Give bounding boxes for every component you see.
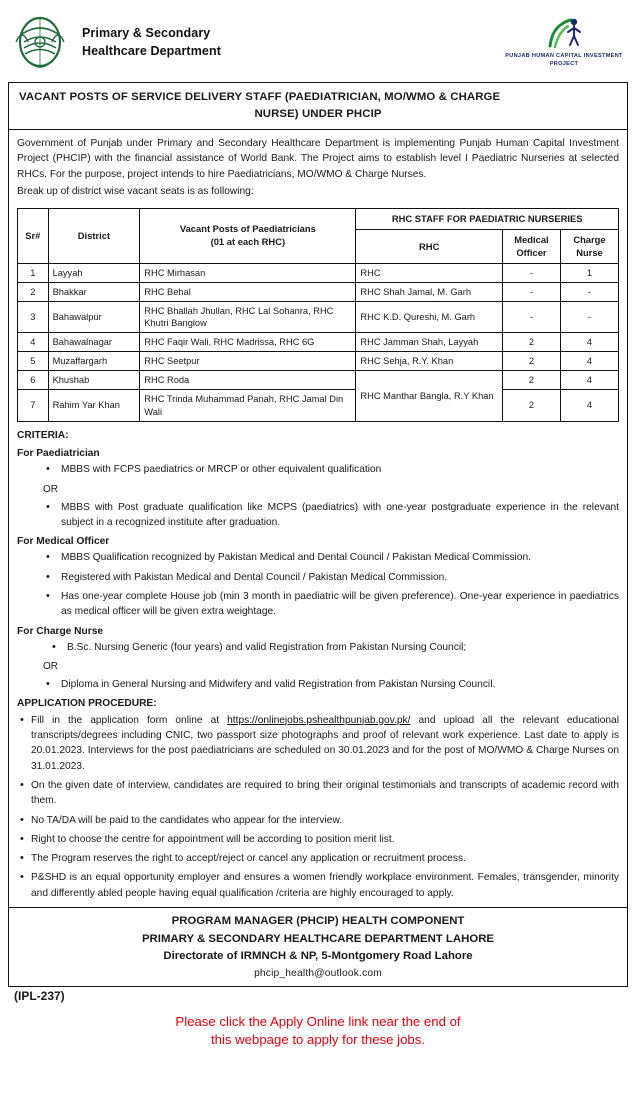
apply-text-before-link: Fill in the application form online at: [31, 714, 228, 726]
criteria-paediatrician-heading: For Paediatrician: [17, 447, 100, 459]
application-procedure-list: [17, 713, 619, 901]
cell-medical-officer: 2: [502, 371, 560, 390]
phcip-human-figure-icon: [544, 16, 584, 50]
footer-email: phcip_health@outlook.com: [254, 968, 382, 980]
online-application-link[interactable]: https://onlinejobs.pshealthpunjab.gov.pk/: [227, 714, 411, 726]
footer-line2: PRIMARY & SECONDARY HEALTHCARE DEPARTMENT LAHORE: [141, 932, 495, 945]
list-item: • P&SHD is an equal opportunity employer and ensures a women friendly workplace environment. Females, transgender, minority and differently abled people having equal qualification /criteria are highly encouraged to apply.: [31, 870, 619, 901]
phcip-logo-line1: PUNJAB HUMAN CAPITAL: [505, 52, 582, 59]
cell-district: Muzaffargarh: [48, 352, 140, 371]
table-header-sr: Sr#: [18, 209, 49, 264]
criteria-paediatrician-list-1: [17, 462, 619, 477]
cell-sr: 7: [18, 390, 49, 421]
list-item: • No TA/DA will be paid to the candidates who appear for the interview.: [31, 813, 619, 828]
punjab-government-crest-icon: [12, 12, 68, 72]
footer-line1: PROGRAM MANAGER (PHCIP) HEALTH COMPONENT: [171, 915, 465, 928]
vacant-posts-table: [17, 208, 619, 421]
cell-district: Layyah: [48, 263, 140, 282]
cell-charge-nurse: -: [560, 302, 618, 333]
phcip-logo-line2: INVESTMENT PROJECT: [549, 52, 623, 67]
banner-line2: NURSE) UNDER PHCIP: [254, 107, 382, 120]
table-header-district: District: [48, 209, 140, 264]
intro-paragraph-1: Government of Punjab under Primary and Secondary Healthcare Department is implementing Punjab Human Capital Investment Project (PHCIP) with the financial assistance of World Bank. The Project aims to establish level I Paediatric Nurseries at selected RHCs. For the purpose, project intends to hire Paediatricians, MO/WMO & Charge Nurses.: [17, 138, 619, 180]
phcip-logo: [504, 16, 624, 68]
cell-vacant-posts: RHC Mirhasan: [140, 263, 356, 282]
cell-vacant-posts: RHC Trinda Muhammad Panah, RHC Jamal Din Wali: [140, 390, 356, 421]
list-item: • Has one-year complete House job (min 3 month in paediatric will be given preference). One-year experience in paediatrics as medical officer will be given extra weightage.: [59, 589, 619, 620]
table-row: [18, 263, 619, 282]
cell-medical-officer: -: [502, 282, 560, 301]
introduction-text: [9, 130, 627, 206]
table-row: [18, 302, 619, 333]
list-item: • Right to choose the centre for appointment will be according to position merit list.: [31, 832, 619, 847]
list-item: • The Program reserves the right to accept/reject or cancel any application or recruitment process.: [31, 851, 619, 866]
cell-rhc: RHC Manthar Bangla, R.Y Khan: [356, 371, 503, 421]
list-item: • MBBS with Post graduate qualification like MCPS (paediatrics) with one-year postgraduate experience in the relevant subject in a recognized institute after graduation.: [59, 500, 619, 531]
table-header-row-1: [18, 209, 619, 230]
document-header: [8, 6, 628, 82]
intro-paragraph-2: Break up of district wise vacant seats is as following:: [17, 185, 254, 197]
table-row: [18, 352, 619, 371]
cell-charge-nurse: 4: [560, 352, 618, 371]
cell-rhc: RHC Sehja, R.Y. Khan: [356, 352, 503, 371]
cell-sr: 4: [18, 333, 49, 352]
list-item: • MBBS with FCPS paediatrics or MRCP or other equivalent qualification: [59, 462, 619, 477]
cell-medical-officer: 2: [502, 390, 560, 421]
criteria-medical-officer-list: [17, 550, 619, 619]
criteria-medical-officer-heading: For Medical Officer: [17, 536, 110, 548]
cell-charge-nurse: 4: [560, 390, 618, 421]
table-header-vacant-posts: [140, 209, 356, 264]
list-item: • B.Sc. Nursing Generic (four years) and valid Registration from Pakistan Nursing Council;: [65, 640, 619, 655]
cell-charge-nurse: 1: [560, 263, 618, 282]
list-item: • On the given date of interview, candidates are required to bring their original testimonials and transcripts of academic record with them.: [31, 778, 619, 809]
footer-contact-block: [9, 907, 627, 986]
cell-charge-nurse: 4: [560, 333, 618, 352]
cell-charge-nurse: 4: [560, 371, 618, 390]
criteria-paediatrician-or: OR: [43, 483, 58, 495]
list-item: • Registered with Pakistan Medical and Dental Council / Pakistan Medical Commission.: [59, 570, 619, 585]
cell-sr: 6: [18, 371, 49, 390]
table-header-vacant-posts-line1: Vacant Posts of Paediatricians: [179, 223, 316, 235]
cell-sr: 3: [18, 302, 49, 333]
table-header-medical-officer: [502, 230, 560, 263]
ipl-code: (IPL-237): [14, 988, 65, 1003]
table-row: [18, 333, 619, 352]
criteria-charge-nurse-heading: For Charge Nurse: [17, 625, 104, 637]
cell-vacant-posts: RHC Faqir Wali, RHC Madrissa, RHC 6G: [140, 333, 356, 352]
cell-vacant-posts: RHC Bhallah Jhullan, RHC Lal Sohanra, RHC Khutri Banglow: [140, 302, 356, 333]
table-header-rhc-staff: RHC STAFF FOR PAEDIATRIC NURSERIES: [356, 209, 619, 230]
criteria-title: CRITERIA:: [17, 429, 69, 441]
cell-sr: 2: [18, 282, 49, 301]
cell-district: Bahawalnagar: [48, 333, 140, 352]
criteria-charge-nurse-list-1: [17, 640, 619, 655]
cell-vacant-posts: RHC Roda: [140, 371, 356, 390]
criteria-charge-nurse-or: OR: [43, 661, 58, 673]
advertisement-frame: [8, 82, 628, 987]
cell-district: Bhakkar: [48, 282, 140, 301]
apply-text-after-link: and upload all the relevant educational transcripts/degrees including CNIC, two passport size photographs and proof of relevant work experience. Last date to apply is 20.01.2023. Interviews for the post paediatricians are scheduled on 30.01.2023 and for the post of MO/WMO & Charge Nurses on 31.01.2023.: [31, 714, 619, 772]
department-title-line2: Healthcare Department: [82, 44, 221, 58]
table-row: [18, 371, 619, 390]
cell-rhc: RHC K.D. Qureshi, M. Garh: [356, 302, 503, 333]
table-header-charge-nurse-line2: Nurse: [576, 246, 603, 258]
table-row: [18, 390, 619, 421]
cell-district: Rahim Yar Khan: [48, 390, 140, 421]
department-title-line1: Primary & Secondary: [82, 25, 211, 40]
cell-medical-officer: -: [502, 263, 560, 282]
cell-rhc: RHC Shah Jamal, M. Garh: [356, 282, 503, 301]
notice-line2: this webpage to apply for these jobs.: [210, 1031, 426, 1047]
table-header-medical-officer-line1: Medical: [514, 234, 549, 246]
advertisement-banner: [9, 83, 627, 130]
cell-charge-nurse: -: [560, 282, 618, 301]
department-title: [68, 24, 504, 60]
list-item-apply-online: [31, 713, 619, 774]
list-item: • Diploma in General Nursing and Midwifery and valid Registration from Pakistan Nursing Council.: [59, 677, 619, 692]
cell-sr: 1: [18, 263, 49, 282]
cell-district: Khushab: [48, 371, 140, 390]
cell-medical-officer: -: [502, 302, 560, 333]
list-item: • MBBS Qualification recognized by Pakistan Medical and Dental Council / Pakistan Medical Commission.: [59, 550, 619, 565]
cell-rhc: RHC Jamman Shah, Layyah: [356, 333, 503, 352]
cell-medical-officer: 2: [502, 352, 560, 371]
table-header-rhc: RHC: [356, 230, 503, 263]
table-row: [18, 282, 619, 301]
table-header-vacant-posts-line2: (01 at each RHC): [210, 236, 286, 248]
criteria-section: [9, 428, 627, 907]
banner-line1: VACANT POSTS OF SERVICE DELIVERY STAFF (PAEDIATRICIAN, MO/WMO & CHARGE: [19, 91, 501, 103]
cell-medical-officer: 2: [502, 333, 560, 352]
criteria-paediatrician-list-2: [17, 500, 619, 531]
table-header-charge-nurse: [560, 230, 618, 263]
application-procedure-title: APPLICATION PROCEDURE:: [17, 698, 157, 710]
criteria-charge-nurse-list-2: [17, 677, 619, 692]
table-header-medical-officer-line2: Officer: [516, 246, 547, 258]
cell-rhc: RHC: [356, 263, 503, 282]
cell-vacant-posts: RHC Seetpur: [140, 352, 356, 371]
table-header-charge-nurse-line1: Charge: [573, 234, 606, 246]
notice-line1: Please click the Apply Online link near the end of: [175, 1013, 461, 1029]
cell-sr: 5: [18, 352, 49, 371]
footer-line3: Directorate of IRMNCH & NP, 5-Montgomery Road Lahore: [163, 950, 473, 963]
apply-online-notice: [8, 1009, 628, 1059]
cell-district: Bahawalpur: [48, 302, 140, 333]
cell-vacant-posts: RHC Behal: [140, 282, 356, 301]
